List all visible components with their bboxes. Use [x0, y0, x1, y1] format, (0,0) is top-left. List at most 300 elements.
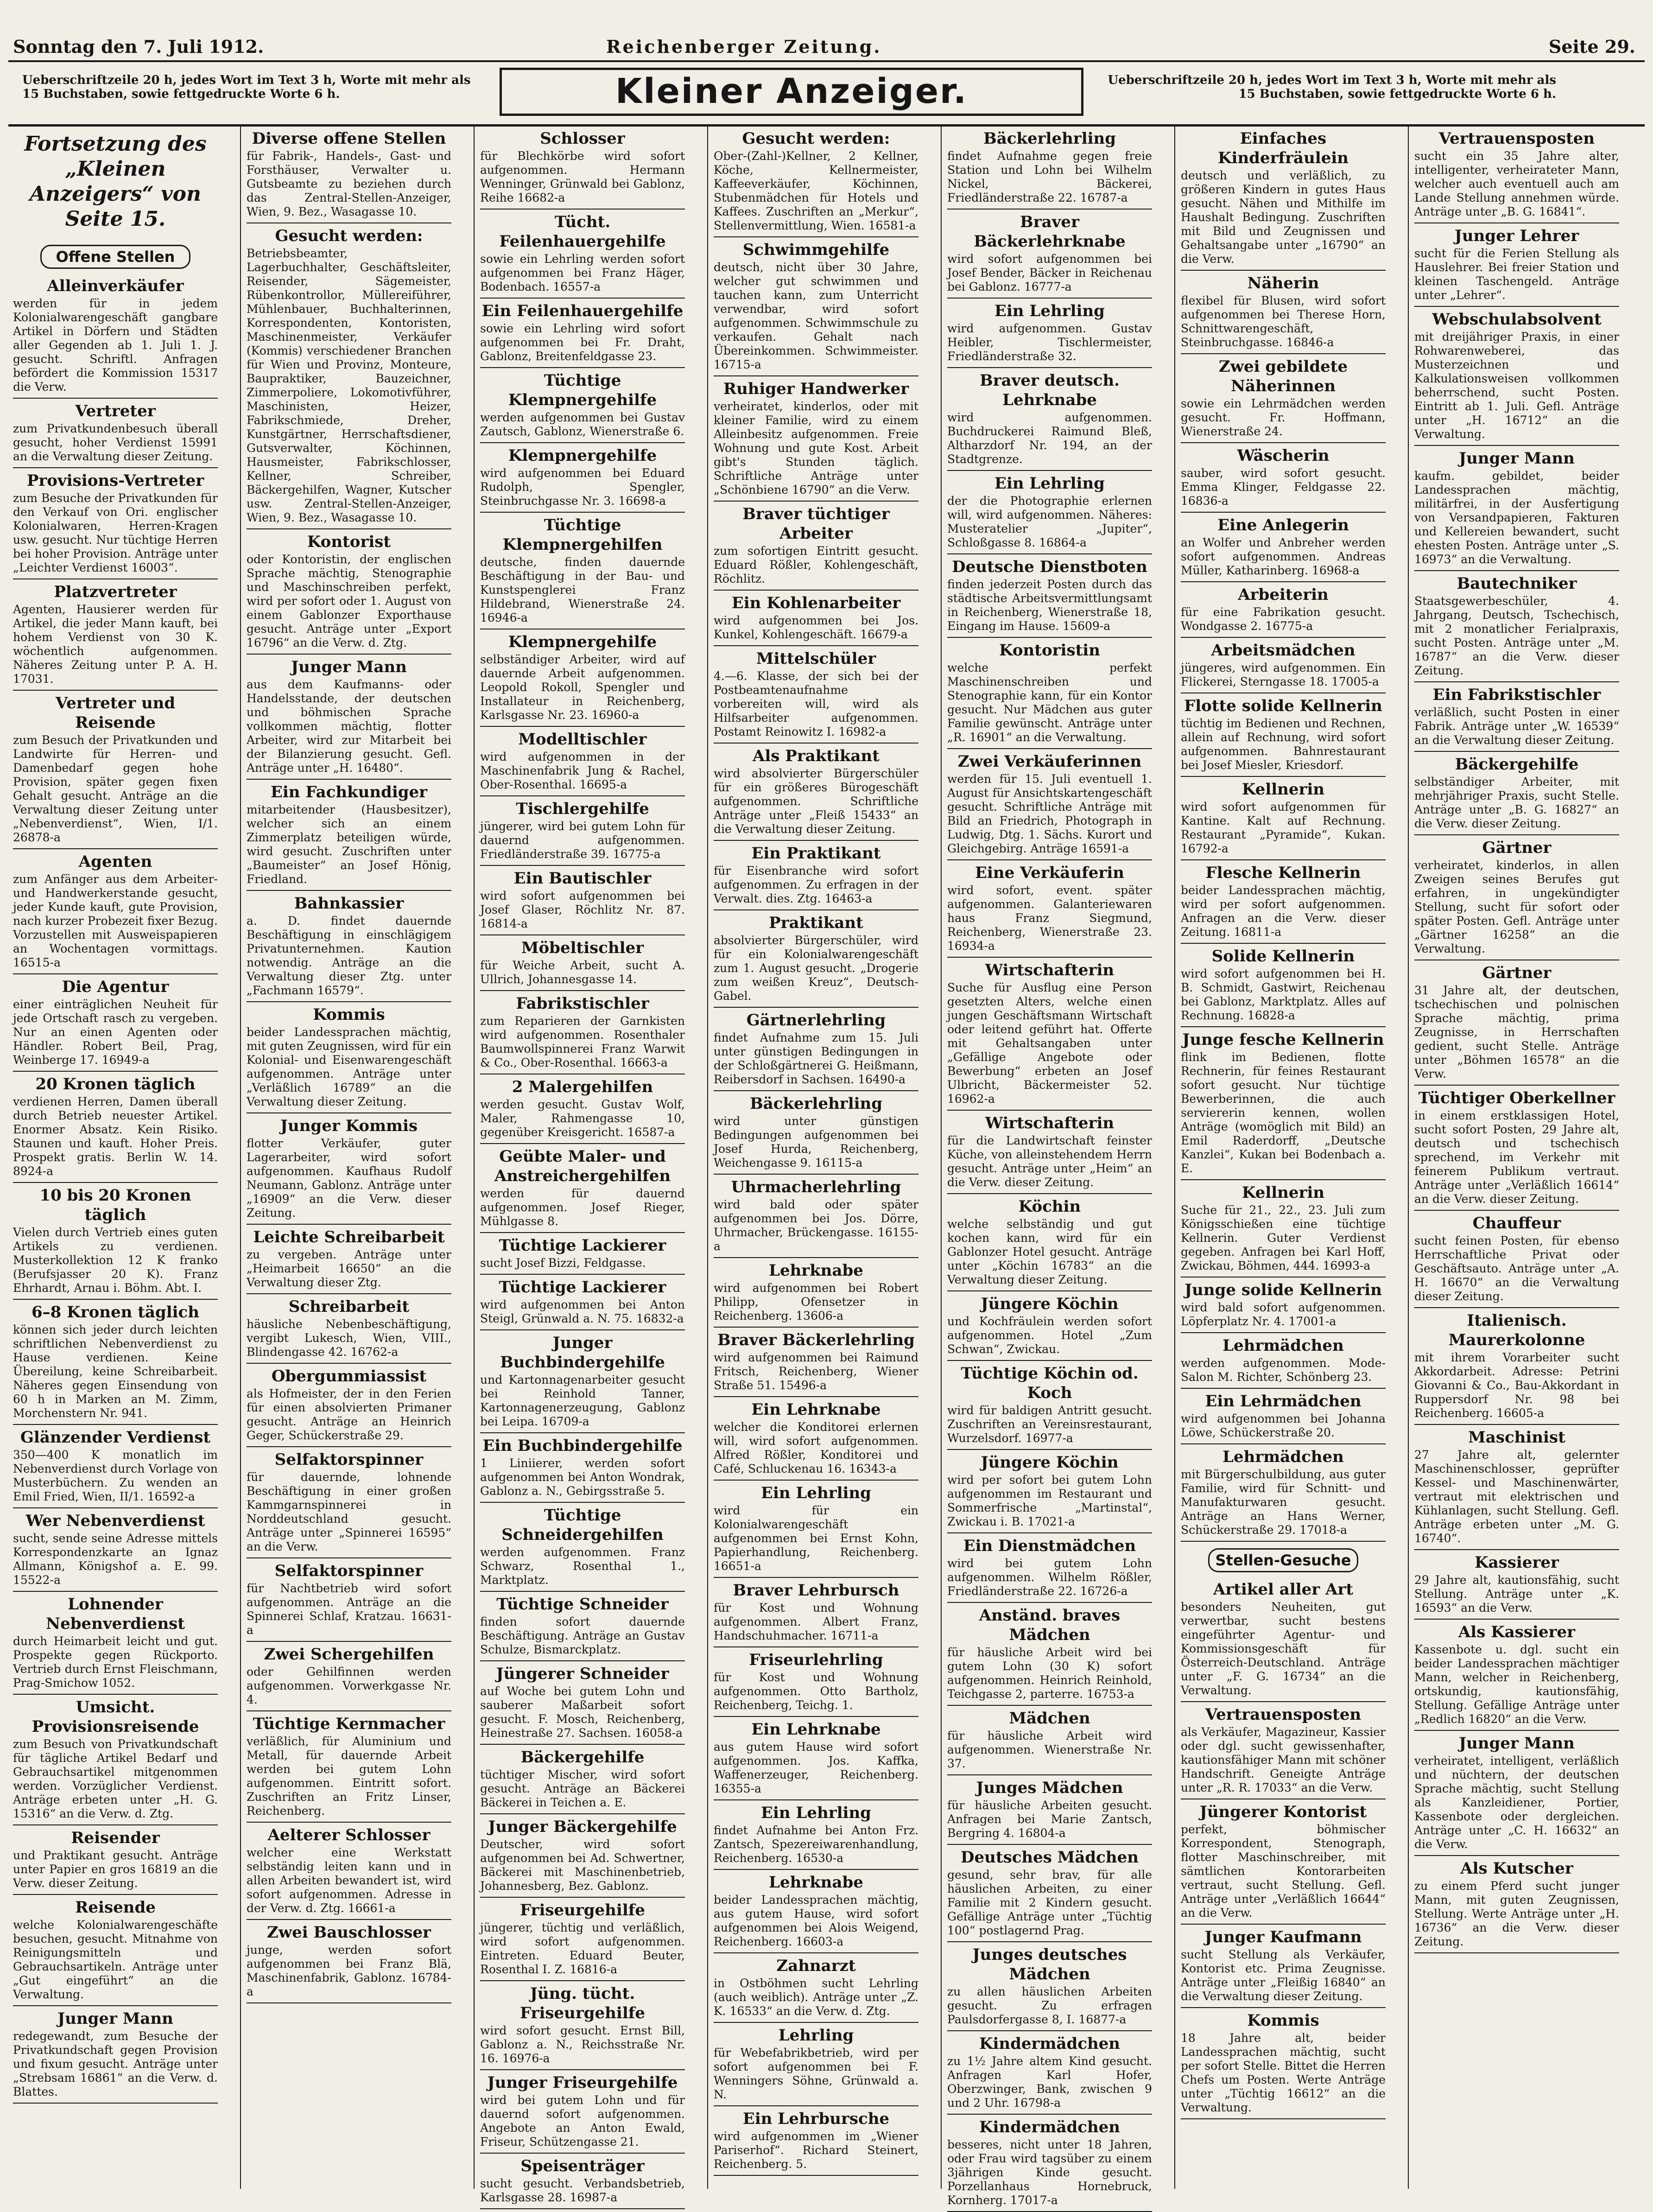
classified-ad [947, 368, 1152, 471]
classified-ad [13, 1592, 218, 1695]
ad-heading: Tüchtige Schneidergehilfen [501, 1506, 664, 1544]
ad-body: oder Gehilfinnen werden aufgenommen. Vorwerkgasse Nr. 4. [247, 1665, 451, 1706]
ad-body: findet Aufnahme zum 15. Juli unter günstigen Bedingungen in der Schloßgärtnerei G. Heißmann, Reibersdorf in Sachsen. 16490-a [714, 1031, 918, 1086]
classified-ad [13, 1695, 218, 1825]
ad-body: deutsche, finden dauernde Beschäftigung in der Bau- und Kunstspenglerei Franz Hildebrand, Wienerstraße 24. 16946-a [480, 555, 685, 624]
classified-ad [714, 1091, 918, 1175]
ad-heading: 10 bis 20 Kronen täglich [39, 1186, 191, 1224]
ad-heading: Lehrling [778, 2026, 854, 2045]
classified-ad [714, 1870, 918, 1953]
ad-heading: Tüchtige Köchin od. Koch [961, 1364, 1139, 1402]
ad-heading: Reisende [75, 1898, 156, 1917]
ad-body: mitarbeitender (Hausbesitzer), welcher sich an einem Zimmerplatz beteiligen würde, wird gesucht. Zuschriften unter „Baumeister“ an Josef Hönig, Friedland. [247, 803, 451, 886]
ad-heading: Als Kutscher [1460, 1859, 1573, 1878]
ad-body: wird aufgenommen bei Johanna Löwe, Schückerstraße 20. [1181, 1412, 1386, 1439]
classified-ad [247, 1294, 451, 1364]
classified-ad [247, 1642, 451, 1711]
classified-ad [480, 513, 685, 629]
ad-body: für Webefabrikbetrieb, wird per sofort aufgenommen bei F. Wenningers Söhne, Grünwald a. N. [714, 2046, 918, 2101]
ad-body: zum sofortigen Eintritt gesucht. Eduard Rößler, Kohlengeschäft, Röchlitz. [714, 544, 918, 585]
ad-body: wird sofort gesucht. Ernst Bill, Gablonz a. N., Reichsstraße Nr. 16. 16976-a [480, 2024, 685, 2065]
classified-ad [480, 368, 685, 443]
classified-ad [714, 910, 918, 1008]
ad-body: welche selbständig und gut kochen kann, wird für ein Gablonzer Hotel gesucht. Anträge unter „Köchin 16783“ an die Verwaltung dieser Zeitung. [947, 1217, 1152, 1286]
ad-heading: Köchin [1018, 1197, 1081, 1216]
ad-heading: Zahnarzt [776, 1957, 856, 1975]
ad-heading: Chauffeur [1472, 1214, 1561, 1233]
ad-body: in Ostböhmen sucht Lehrling (auch weiblich). Anträge unter „Z. K. 16533“ an die Verw. d. Ztg. [714, 1977, 918, 2018]
ad-heading: Jüngerer Schneider [496, 1665, 669, 1683]
ad-heading: Aelterer Schlosser [267, 1826, 431, 1844]
ad-body: sucht für die Ferien Stellung als Hauslehrer. Bei freier Station und kleinen Taschengeld. Anträge unter „Lehrer“. [1414, 247, 1619, 302]
page-number: Seite 29. [1548, 36, 1635, 57]
ad-heading: Gesucht werden: [275, 227, 423, 245]
classified-ad [947, 126, 1152, 210]
ad-heading: Umsicht. Provisionsreisende [32, 1698, 199, 1736]
classified-ad [247, 780, 451, 891]
ad-heading: Junges deutsches Mädchen [972, 1945, 1127, 1983]
classified-ad [947, 1845, 1152, 1942]
ad-heading: Junger Mann [57, 2009, 173, 2028]
ad-body: wird aufgenommen im „Wiener Pariserhof“. Richard Steinert, Reichenberg. 5. [714, 2129, 918, 2171]
ad-heading: Junger Mann [291, 658, 407, 676]
ad-body: zu 1½ Jahre altem Kind gesucht. Anfragen Karl Hofer, Oberzwinger, Bank, zwischen 9 und 2 Uhr. 16798-a [947, 2054, 1152, 2110]
classified-ad [947, 1603, 1152, 1706]
ad-body: für häusliche Arbeit wird bei gutem Lohn (30 K) sofort aufgenommen. Heinrich Reinhold, Teichgasse 2, parterre. 16753-a [947, 1646, 1152, 1701]
ad-heading: Kassierer [1475, 1553, 1559, 1572]
ad-body: für Kost und Wohnung aufgenommen. Otto Bartholz, Reichenberg, Teichg. 1. [714, 1671, 918, 1712]
classified-ad [480, 1745, 685, 1814]
ad-column [8, 126, 222, 2189]
ad-body: aus dem Kaufmanns- oder Handelsstande, der deutschen und böhmischen Sprache vollkommen mächtig, flotter Arbeiter, wird zur Mitarbeit bei der Bilanzierung gesucht. Gefl. Anträge unter „H. 16480“. [247, 678, 451, 775]
ad-body: oder Kontoristin, der englischen Sprache mächtig, Stenographie und Maschinschreiben perfekt, wird per sofort oder 1. August von einem Gablonzer Exporthause gesucht. Anträge unter „Export 16796“ an die Verw. d. Ztg. [247, 553, 451, 649]
classified-ad [480, 629, 685, 727]
ad-heading: Obergummiassist [271, 1367, 427, 1386]
ad-heading: Ein Bautischler [513, 869, 652, 888]
classified-ad [1414, 571, 1619, 682]
ad-heading: Uhrmacherlehrling [731, 1178, 901, 1196]
ad-body: wird sofort aufgenommen für Kantine. Kalt auf Rechnung. Restaurant „Pyramide“, Kukan. 16792-a [1181, 800, 1386, 855]
classified-ad [480, 727, 685, 796]
ad-column [943, 126, 1157, 2207]
issue-date: Sonntag den 7. Juli 1912. [13, 36, 264, 57]
classified-ad [1414, 223, 1619, 307]
ad-body: wird sofort aufgenommen bei H. B. Schmidt, Gastwirt, Reichenau bei Gablonz, Marktplatz. Alles auf Rechnung. 16828-a [1181, 967, 1386, 1022]
ad-body: für dauernde, lohnende Beschäftigung in einer großen Kammgarnspinnerei in Norddeutschland gesucht. Anträge unter „Spinnerei 16595“ an die Verw. [247, 1470, 451, 1553]
ad-body: zu einem Pferd sucht junger Mann, mit guten Zeugnissen, Stellung. Werte Anträge unter „H. 16736“ an die Verw. dieser Zeitung. [1414, 1879, 1619, 1948]
ad-heading: Platzvertreter [54, 583, 177, 601]
ad-heading: Tüchtiger Oberkellner [1418, 1089, 1615, 1107]
ad-body: tüchtiger Mischer, wird sofort gesucht. Anträge an Bäckerei Bäckerei in Teichen a. E. [480, 1768, 685, 1809]
classified-ad [1181, 271, 1386, 354]
classified-ad [480, 299, 685, 368]
classified-ad [714, 376, 918, 502]
ad-heading: Wer Nebenverdienst [25, 1512, 205, 1530]
section-heading: Stellen-Gesuche [1208, 1548, 1358, 1572]
classified-ad [1181, 860, 1386, 944]
paper-name: Reichenberger Zeitung. [606, 36, 882, 57]
ad-column [709, 126, 923, 2189]
ad-body: wird per sofort bei gutem Lohn aufgenommen im Restaurant und Sommerfrische „Martinstal“, Zwickau i. B. 17021-a [947, 1473, 1152, 1528]
ad-body: zu vergeben. Anträge unter „Heimarbeit 16650“ an die Verwaltung dieser Ztg. [247, 1248, 451, 1289]
ad-heading: Schreibarbeit [288, 1297, 410, 1316]
classified-ad [714, 1008, 918, 1091]
ad-body: Suche für 21., 22., 23. Juli zum Königsschießen eine tüchtige Kellnerin. Guter Verdienst gegeben. Anfragen bei Karl Hoff, Zwickau, Böhmen, 444. 16993-a [1181, 1203, 1386, 1272]
ad-heading: Bäckergehilfe [520, 1748, 645, 1767]
classified-ad [480, 866, 685, 935]
classified-ad [714, 1717, 918, 1800]
classified-ad [1414, 126, 1619, 223]
ad-body: für Fabrik-, Handels-, Gast- und Forsthäuser, Verwalter u. Gutsbeamte zu beziehen durch das Zentral-Stellen-Anzeiger, Wien, 9. Bez., Wasagasse 10. [247, 149, 451, 218]
classified-ad [1181, 2008, 1386, 2119]
ad-body: findet Aufnahme bei Anton Frz. Zantsch, Spezereiwarenhandlung, Reichenberg. 16530-a [714, 1824, 918, 1865]
ad-body: zum Anfänger aus dem Arbeiter- und Handwerkerstande gesucht, jeder Kunde kauft, gute Provision, nach kurzer Probezeit fixer Bezug. Vorzustellen mit Ausweispapieren an Wochentagen vormittags. 16515-a [13, 872, 218, 969]
ad-body: perfekt, böhmischer Korrespondent, Stenograph, flotter Maschinschreiber, mit sämtlichen Kontorarbeiten vertraut, sucht Stellung. Gefl. Anträge unter „Verläßlich 16644“ an die Verw. [1181, 1823, 1386, 1920]
ad-heading: Gesucht werden: [742, 129, 890, 148]
ad-heading: Ruhiger Handwerker [723, 380, 909, 398]
ad-body: wird bald oder später aufgenommen bei Jos. Dörre, Uhrmacher, Brückengasse. 16155-a [714, 1198, 918, 1253]
ad-heading: Braver tüchtiger Arbeiter [742, 505, 890, 543]
ad-heading: Lehrmädchen [1222, 1336, 1344, 1355]
ad-body: selbständiger Arbeiter, wird auf dauernde Arbeit aufgenommen. Leopold Rokoll, Spengler und Installateur in Reichenberg, Karlsgasse Nr. 23. 16960-a [480, 653, 685, 722]
classified-ad [947, 554, 1152, 638]
classified-ad [13, 1895, 218, 2006]
ad-body: zum Privatkundenbesuch überall gesucht, hoher Verdienst 15991 an die Verwaltung dieser Zeitung. [13, 422, 218, 463]
ad-body: werden für dauernd aufgenommen. Josef Rieger, Mühlgasse 8. [480, 1187, 685, 1228]
ad-body: wird für ein Kolonialwarengeschäft aufgenommen bei Ernst Kohn, Papierhandlung, Reichenberg. 16651-a [714, 1504, 918, 1573]
ad-body: absolvierter Bürgerschüler, wird für ein Kolonialwarengeschäft zum 1. August gesucht. „Drogerie zum weißen Kreuz“, Deutsch-Gabel. [714, 934, 918, 1003]
classified-ad [480, 991, 685, 1074]
classified-ad [714, 591, 918, 646]
classified-ad [1414, 1856, 1619, 1953]
ad-heading: Friseurlehrling [749, 1651, 883, 1669]
classified-ad [1414, 960, 1619, 1086]
ad-body: jüngerer, tüchtig und verläßlich, wird sofort aufgenommen. Eintreten. Eduard Beuter, Rosenthal I. Z. 16816-a [480, 1921, 685, 1976]
classified-ad [1181, 638, 1386, 693]
ad-body: redegewandt, zum Besuche der Privatkundschaft gegen Provision und fixum gesucht. Anträge unter „Strebsam 16861“ an die Verw. d. Blattes. [13, 2029, 218, 2098]
classified-ad [714, 1647, 918, 1717]
ad-heading: Tüchtige Lackierer [499, 1236, 666, 1255]
ad-heading: Vertreter und Reisende [55, 694, 176, 732]
ad-body: durch Heimarbeit leicht und gut. Prospekte gegen Rückporto. Vertrieb durch Ernst Fleischmann, Prag-Smichow 1052. [13, 1634, 218, 1690]
classified-ad [1181, 513, 1386, 582]
ad-heading: Solide Kellnerin [1211, 947, 1355, 966]
ad-body: besonders Neuheiten, gut verwertbar, sucht bestens eingeführter Agentur- und Kommissionsgeschäft für Österreich-Deutschland. Anträge unter „F. G. 16734“ an die Verwaltung. [1181, 1600, 1386, 1697]
ad-body: werden gesucht. Gustav Wolf, Maler, Rahmengasse 10, gegenüber Kreisgericht. 16587-a [480, 1098, 685, 1139]
ad-body: verläßlich, sucht Posten in einer Fabrik. Anträge unter „W. 16539“ an die Verwaltung dieser Zeitung. [1414, 706, 1619, 747]
classified-ad [480, 2154, 685, 2209]
ad-heading: Tischlergehilfe [516, 800, 649, 818]
ad-heading: Vertrauensposten [1205, 1705, 1362, 1724]
ad-body: finden sofort dauernde Beschäftigung. Anträge an Gustav Schulze, Bismarckplatz. [480, 1615, 685, 1656]
ad-heading: Jüngere Köchin [981, 1453, 1119, 1472]
ad-body: deutsch, nicht über 30 Jahre, welcher gut schwimmen und tauchen kann, zum Unterricht verwendbar, wird sofort aufgenommen. Schwimmschule zu verkaufen. Gehalt nach Übereinkommen. Schwimmeister. 16715-a [714, 261, 918, 371]
classified-ad [1181, 1444, 1386, 1542]
classified-ad [947, 2115, 1152, 2212]
ad-heading: Reisender [71, 1829, 160, 1847]
classified-ad [13, 1300, 218, 1425]
ad-heading: Lehrknabe [769, 1873, 863, 1892]
classified-ad [247, 1920, 451, 2003]
ad-body: Agenten, Hausierer werden für Artikel, die jeder Mann kauft, bei hohem Verdienst von 30 K. wöchentlich aufgenommen. Näheres Zeitung unter P. A. H. 17031. [13, 603, 218, 686]
ad-body: Kassenbote u. dgl. sucht ein beider Landessprachen mächtiger Mann, welcher in Reichenberg, ortskundig, kautionsfähig, Stellung. Gefällige Anträge unter „Redlich 16820“ an die Verw. [1414, 1643, 1619, 1726]
ad-heading: Alleinverkäufer [47, 277, 184, 295]
ad-body: verheiratet, kinderlos, oder mit kleiner Familie, wird zu einem Alleinbesitz aufgenommen. Freie Wohnung und gute Kost. Arbeit gibt's Stunden täglich. Schriftliche Anträge unter „Schönbiene 16790“ an die Verw. [714, 400, 918, 496]
ad-heading: Schwimmgehilfe [742, 241, 890, 259]
classified-ad [947, 1942, 1152, 2031]
ad-body: wird sofort, event. später aufgenommen. Galanteriewaren haus Franz Siegmund, Reichenberg, Wienerstraße 23. 16934-a [947, 884, 1152, 953]
ad-heading: Braver Bäckerlehrling [717, 1331, 915, 1349]
section-title: Kleiner Anzeiger. [500, 68, 1083, 116]
classified-ad [1181, 1702, 1386, 1799]
ad-body: sowie ein Lehrling werden sofort aufgenommen bei Franz Häger, Bodenbach. 16557-a [480, 252, 685, 293]
ad-body: und Praktikant gesucht. Anträge unter Papier en gros 16819 an die Verw. dieser Zeitung. [13, 1849, 218, 1890]
running-header [8, 32, 1645, 62]
ad-body: wird bei gutem Lohn und für dauernd sofort aufgenommen. Angebote an Anton Ewald, Friseur, Schützengasse 21. [480, 2093, 685, 2148]
ad-heading: Diverse offene Stellen [252, 129, 446, 148]
ad-body: jüngerer, wird bei gutem Lohn für dauernd aufgenommen. Friedländerstraße 39. 16775-a [480, 820, 685, 861]
classified-ad [480, 1981, 685, 2070]
ad-heading: Provisions-Vertreter [26, 471, 204, 490]
classified-ad [480, 1330, 685, 1433]
ad-body: sucht Stellung als Verkäufer, Kontorist etc. Prima Zeugnisse. Anträge unter „Fleißig 16840“ an die Verwaltung dieser Zeitung. [1181, 1948, 1386, 2003]
ad-heading: Italienisch. Maurerkolonne [1448, 1311, 1585, 1349]
ad-body: findet Aufnahme gegen freie Station und Lohn bei Wilhelm Nickel, Bäckerei, Friedländerstraße 22. 16787-a [947, 149, 1152, 204]
ad-body: auf Woche bei gutem Lohn und sauberer Maßarbeit sofort gesucht. F. Mosch, Reichenberg, Heinestraße 27. Sachsen. 16058-a [480, 1684, 685, 1740]
classified-ad [714, 646, 918, 744]
classified-ad [947, 1450, 1152, 1533]
ad-body: und Kochfräulein werden sofort aufgenommen. Hotel „Zum Schwan“, Zwickau. [947, 1315, 1152, 1356]
ad-body: für häusliche Arbeiten gesucht. Anfragen bei Marie Zantsch, Bergring 4. 16804-a [947, 1799, 1152, 1840]
classified-ad [947, 210, 1152, 299]
ad-body: wird bald sofort aufgenommen. Löpferplatz Nr. 4. 17001-a [1181, 1301, 1386, 1328]
ad-body: als Hofmeister, der in den Ferien für einen absolvierten Primaner gesucht. Anträge an Heinrich Geger, Schückerstraße 29. [247, 1387, 451, 1442]
ad-heading: Braver deutsch. Lehrknabe [979, 371, 1120, 409]
ad-heading: Ein Fabrikstischler [1432, 686, 1601, 704]
classified-ad [714, 2106, 918, 2176]
rate-note-left: Ueberschriftzeile 20 h, jedes Wort im Text 3 h, Worte mit mehr als 15 Buchstaben, sowie fettgedruckte Worte 6 h. [22, 73, 471, 101]
rate-note-right: Ueberschriftzeile 20 h, jedes Wort im Text 3 h, Worte mit mehr als 15 Buchstaben, sowie fettgedruckte Worte 6 h. [1108, 73, 1556, 101]
classified-ad [1181, 1027, 1386, 1180]
classified-ad [247, 1558, 451, 1642]
ad-body: beider Landessprachen mächtig, wird per sofort aufgenommen. Anfragen an die Verw. dieser Zeitung. 16811-a [1181, 884, 1386, 939]
ad-body: tüchtig im Bedienen und Rechnen, allein auf Rechnung, wird sofort aufgenommen. Bahnrestaurant bei Josef Miesler, Kriesdorf. [1181, 717, 1386, 772]
ad-heading: Gärtner [1482, 839, 1552, 857]
classified-ad [247, 126, 451, 223]
classified-ad [480, 1503, 685, 1592]
classified-ad [714, 1175, 918, 1258]
ad-body: können sich jeder durch leichten schriftlichen Nebenverdienst zu Hause verdienen. Keine Übereilung, keine Schreibarbeit. Näheres gegen Einsendung von 60 h in Marken an M. Zimm, Morchenstern Nr. 941. [13, 1323, 218, 1420]
ad-body: häusliche Nebenbeschäftigung, vergibt Lukesch, Wien, VIII., Blindengasse 42. 16762-a [247, 1317, 451, 1359]
ad-body: Betriebsbeamter, Lagerbuchhalter, Geschäftsleiter, Reisender, Sägemeister, Rübenkontrollor, Müllereiführer, Mühlenbauer, Buchhalterinnen, Korrespondenten, Kontoristen, Maschinenmeister, Verkäufer (Kommis) verschiedener Branchen für Wien und Provinz, Monteure, Baupraktiker, Bauzeichner, Zimmerpoliere, Lokomotivführer, Maschinisten, Heizer, Fabrikschmiede, Dreher, Kunstgärtner, Herrschaftsdiener, Gutsverwalter, Köchinnen, Hausmeister, Fabrikschlosser, Kellner, Schreiber, Bäckergehilfen, Wagner, Kutscher usw. Zentral-Stellen-Anzeiger, Wien, 9. Bez., Wasagasse 10. [247, 247, 451, 524]
ad-column [1176, 126, 1390, 2189]
ad-body: 27 Jahre alt, gelernter Maschinenschlosser, geprüfter Kessel- und Maschinenwärter, vertraut mit elektrischen und Kühlanlagen, sucht Stellung. Gefl. Anträge erbeten unter „M. G. 16740“. [1414, 1448, 1619, 1545]
ad-body: wird aufgenommen bei Robert Philipp, Ofensetzer in Reichenberg. 13606-a [714, 1281, 918, 1322]
ad-heading: Ein Lehrling [994, 302, 1105, 320]
ad-heading: Klempnergehilfe [508, 446, 657, 465]
ad-heading: Eine Verkäuferin [975, 864, 1124, 882]
section-heading: Offene Stellen [40, 245, 190, 269]
classified-ad [1414, 1211, 1619, 1308]
ad-heading: Arbeiterin [1238, 585, 1329, 604]
ad-heading: Als Praktikant [753, 747, 880, 765]
ad-body: für Eisenbranche wird sofort aufgenommen. Zu erfragen in der Verwalt. dies. Ztg. 16463-a [714, 864, 918, 905]
classified-ad [480, 2070, 685, 2154]
ad-heading: Agenten [78, 852, 152, 871]
ad-column [475, 126, 690, 2204]
classified-ad [480, 1433, 685, 1503]
classified-ad [947, 1111, 1152, 1194]
ad-heading: Gärtner [1482, 964, 1552, 982]
classified-ad [13, 1825, 218, 1895]
ad-heading: Ein Lehrknabe [751, 1720, 881, 1739]
classified-ad [1181, 443, 1386, 513]
ad-heading: Wirtschafterin [985, 961, 1115, 979]
ad-heading: Jüng. tücht. Friseurgehilfe [520, 1984, 645, 2022]
ad-body: 18 Jahre alt, beider Landessprachen mächtig, sucht per sofort Stelle. Bittet die Herren Chefs um Posten. Werte Anträge unter „Tüchtig 16612“ an die Verwaltung. [1181, 2031, 1386, 2114]
classified-ad [13, 691, 218, 849]
classified-ad [480, 210, 685, 299]
classified-ad [947, 1361, 1152, 1450]
classified-ad [714, 502, 918, 591]
ad-heading: Jüngere Köchin [981, 1295, 1119, 1313]
classified-ad [480, 1233, 685, 1275]
ad-heading: Mittelschüler [756, 649, 876, 668]
ad-column [242, 126, 456, 2189]
ad-heading: Junger Buchbindergehilfe [500, 1334, 665, 1372]
ad-body: wird aufgenommen bei Eduard Rudolph, Spengler, Steinbruchgasse Nr. 3. 16698-a [480, 466, 685, 508]
ad-heading: Ein Lehrling [761, 1484, 871, 1502]
classified-ad [1181, 693, 1386, 777]
classified-ad [247, 655, 451, 780]
ad-body: jüngeres, wird aufgenommen. Ein Flickerei, Sterngasse 18. 17005-a [1181, 661, 1386, 688]
classified-ad [247, 891, 451, 1002]
ad-body: sowie ein Lehrmädchen werden gesucht. Fr. Hoffmann, Wienerstraße 24. [1181, 397, 1386, 438]
classified-ad [947, 958, 1152, 1111]
ad-heading: Eine Anlegerin [1217, 516, 1349, 534]
ad-body: wird aufgenommen. Gustav Heibler, Tischlermeister, Friedländerstraße 32. [947, 322, 1152, 363]
ad-body: gesund, sehr brav, für alle häuslichen Arbeiten, zu einer Familie mit 2 Kindern gesucht. Gefällige Anträge unter „Tüchtig 100“ postlagernd Prag. [947, 1868, 1152, 1937]
ad-body: zu allen häuslichen Arbeiten gesucht. Zu erfragen Paulsdorfergasse 8, I. 16877-a [947, 1985, 1152, 2026]
ad-heading: Flesche Kellnerin [1205, 864, 1361, 882]
column-rule [1408, 126, 1409, 2189]
ad-body: zum Reparieren der Garnkisten wird aufgenommen. Rosenthaler Baumwollspinnerei Franz Warwit & Co., Ober-Rosenthal. 16663-a [480, 1014, 685, 1069]
ad-body: welcher eine Werkstatt selbständig leiten kann und in allen Arbeiten bewandert ist, wird sofort aufgenommen. Adresse in der Verw. d. Ztg. 16661-a [247, 1846, 451, 1915]
classified-ad [714, 1328, 918, 1397]
ad-heading: Artikel aller Art [1213, 1580, 1354, 1599]
ad-heading: Zwei Verkäuferinnen [957, 752, 1142, 771]
ad-heading: Praktikant [769, 914, 863, 932]
classified-ad [247, 529, 451, 655]
ad-heading: Ein Lehrbursche [742, 2110, 890, 2128]
classified-ad [1181, 1577, 1386, 1702]
ad-body: Staatsgewerbeschüler, 4. Jahrgang, Deutsch, Tschechisch, mit 2 monatlicher Ferialpraxis, sucht Posten. Anträge unter „M. 16787“ an die Verw. dieser Zeitung. [1414, 594, 1619, 677]
ad-heading: Ein Dienstmädchen [963, 1537, 1136, 1555]
ad-body: flexibel für Blusen, wird sofort aufgenommen bei Therese Horn, Schnittwarengeschäft, Steinbruchgasse. 16846-a [1181, 294, 1386, 349]
ad-heading: Lehrmädchen [1222, 1448, 1344, 1466]
ad-body: selbständiger Arbeiter, mit mehrjähriger Praxis, sucht Stelle. Anträge unter „B. G. 16827“ an die Verw. dieser Zeitung. [1414, 775, 1619, 830]
classified-ad [247, 1823, 451, 1920]
ad-body: werden für 15. Juli eventuell 1. August für Ansichtskartengeschäft gesucht. Schriftliche Anträge mit Bild an Friedrich, Photograph in Ludwig, Dtg. 1. Sächs. Kurort und Gleichgebirg. Anträge 16591-a [947, 772, 1152, 855]
ad-heading: Gärtnerlehrling [746, 1011, 886, 1030]
classified-ad [247, 223, 451, 529]
ad-heading: Wirtschafterin [985, 1114, 1115, 1132]
ad-body: 1 Liniierer, werden sofort aufgenommen bei Anton Wondrak, Gablonz a. N., Gebirgsstraße 5. [480, 1456, 685, 1498]
ad-body: wird aufgenommen bei Anton Steigl, Grünwald a. N. 75. 16832-a [480, 1298, 685, 1325]
ad-heading: Flotte solide Kellnerin [1184, 697, 1382, 715]
ad-heading: Friseurgehilfe [520, 1901, 645, 1920]
classified-ad [947, 638, 1152, 749]
ad-body: werden für in jedem Kolonialwarengeschäft gangbare Artikel in Dörfern und Städten aller Gegenden ab 1. Juli 1. J. gesucht. Schriftl. Anfragen befördert die Kommission 15317 die Verw. [13, 297, 218, 394]
ad-heading: Tüchtige Klempnergehilfe [508, 371, 657, 409]
classified-ad [13, 1425, 218, 1508]
ad-body: sucht feinen Posten, für ebenso Herrschaftliche Privat oder Geschäftsauto. Anträge unter „A. H. 16670“ an die Verwaltung dieser Zeitung. [1414, 1234, 1619, 1303]
ad-body: flink im Bedienen, flotte Rechnerin, für feines Restaurant sofort gesucht. Nur tüchtige Bewerberinnen, die auch serviererin kennen, wollen Anträge (womöglich mit Bild) an Emil Raderdorff, „Deutsche Kanzlei“, Kukan bei Bodenbach a. E. [1181, 1050, 1386, 1175]
ad-heading: Braver Bäckerlehrknabe [974, 213, 1126, 251]
ad-body: für die Landwirtschaft feinster Küche, von alleinstehendem Herrn gesucht. Anträge unter „Heim“ an die Verw. dieser Zeitung. [947, 1134, 1152, 1189]
ad-body: wird absolvierter Bürgerschüler für ein größeres Bürogeschäft aufgenommen. Schriftliche Anträge unter „Fleiß 15433“ an die Verwaltung dieser Zeitung. [714, 767, 918, 836]
ad-heading: Wäscherin [1237, 446, 1330, 465]
classified-ad [714, 126, 918, 237]
ad-body: sauber, wird sofort gesucht. Emma Klinger, Feldgasse 22. 16836-a [1181, 466, 1386, 508]
classified-ad [1181, 1389, 1386, 1444]
ad-heading: Kindermädchen [979, 2118, 1121, 2136]
classified-ad [480, 1275, 685, 1330]
ad-body: sucht Josef Bizzi, Feldgasse. [480, 1256, 646, 1270]
ad-body: beider Landessprachen mächtig, aus gutem Hause, wird sofort aufgenommen bei Alois Weigend, Reichenberg. 16603-a [714, 1893, 918, 1948]
ad-heading: Kommis [313, 1005, 385, 1024]
ad-heading: Lehrknabe [769, 1261, 863, 1280]
classified-ad [947, 749, 1152, 860]
classified-ad [480, 796, 685, 866]
ad-body: finden jederzeit Posten durch das städtische Arbeitsvermittlungsamt in Reichenberg, Wienerstraße 18, Eingang im Hause. 15609-a [947, 578, 1152, 633]
classified-ad [480, 1074, 685, 1144]
ad-heading: Klempnergehilfe [508, 633, 657, 651]
classified-ad [480, 935, 685, 991]
ad-body: Suche für Ausflug eine Person gesetzten Alters, welche einen jungen Geschäftsmann Wirtschaft oder leitend geführt hat. Offerte mit Gehaltsangaben unter „Gefällige Angebote oder Bewerbung“ erbeten an Josef Ulbricht, Bäckermeister 52. 16962-a [947, 981, 1152, 1106]
classified-ad [480, 1661, 685, 1745]
continuation-note: Fortsetzung des „Kleinen Anzeigers“ von Seite 15. [24, 132, 207, 231]
ad-heading: Junger Lehrer [1454, 227, 1579, 245]
ad-heading: Vertreter [75, 402, 156, 420]
ad-heading: Maschinist [1468, 1428, 1565, 1447]
ad-body: mit dreijähriger Praxis, in einer Rohwarenweberei, das Musterzeichnen und Kalkulationsweisen vollkommen beherrschend, sucht Posten. Eintritt ab 1. Juli. Gefl. Anträge unter „H. 16712“ an die Verwaltung. [1414, 330, 1619, 441]
section-masthead [8, 65, 1645, 127]
ad-body: zum Besuch der Privatkunden und Landwirte für Herren- und Damenbedarf gegen hohe Provision, später gegen fixen Gehalt gesucht. Anträge an die Verwaltung dieser Zeitung unter „Nebenverdienst“, Wien, I/1. 26878-a [13, 733, 218, 844]
ad-heading: Selfaktorspinner [274, 1562, 424, 1580]
classified-ad [13, 579, 218, 691]
ad-body: beider Landessprachen mächtig, mit guten Zeugnissen, wird für ein Kolonial- und Eisenwarengeschäft aufgenommen. Anträge unter „Verläßlich 16789“ an die Verwaltung dieser Zeitung. [247, 1025, 451, 1108]
ad-heading: Die Agentur [62, 978, 169, 996]
ad-heading: Zwei Bauschlosser [267, 1923, 431, 1942]
classified-ad [13, 1183, 218, 1300]
classified-ad [947, 471, 1152, 554]
ad-body: verdienen Herren, Damen überall durch Betrieb neuester Artikel. Enormer Absatz. Kein Risiko. Staunen und kauft. Hoher Preis. Prospekt gratis. Berlin W. 14. 8924-a [13, 1095, 218, 1178]
ad-heading: Ein Buchbindergehilfe [482, 1437, 683, 1455]
ad-body: 4.—6. Klasse, der sich bei der Postbeamtenaufnahme vorbereiten will, wird als Hilfsarbeiter aufgenommen. Postamt Reinowitz I. 16982-a [714, 669, 918, 738]
ad-heading: Zwei gebildete Näherinnen [1218, 357, 1348, 395]
ad-heading: Leichte Schreibarbeit [253, 1228, 445, 1246]
ad-heading: Kellnerin [1241, 1183, 1325, 1202]
ad-heading: Junger Kaufmann [1204, 1928, 1362, 1946]
ad-column [1410, 126, 1624, 2189]
classified-ad [714, 1258, 918, 1328]
ad-body: kaufm. gebildet, beider Landessprachen mächtig, militärfrei, in der Ausfertigung von Versandpapieren, Fakturen und Kellereien bewandert, sucht ehesten Posten. Anträge unter „S. 16973“ an die Verwaltung. [1414, 469, 1619, 566]
classified-ad [714, 744, 918, 841]
ad-body: in einem erstklassigen Hotel, sucht sofort Posten, 29 Jahre alt, deutsch und tschechisch sprechend, im Verkehr mit feinerem Publikum vertraut. Anträge unter „Verläßlich 16614“ an die Verw. dieser Zeitung. [1414, 1109, 1619, 1206]
classified-ad [247, 1113, 451, 1225]
classified-ad [1414, 1425, 1619, 1550]
